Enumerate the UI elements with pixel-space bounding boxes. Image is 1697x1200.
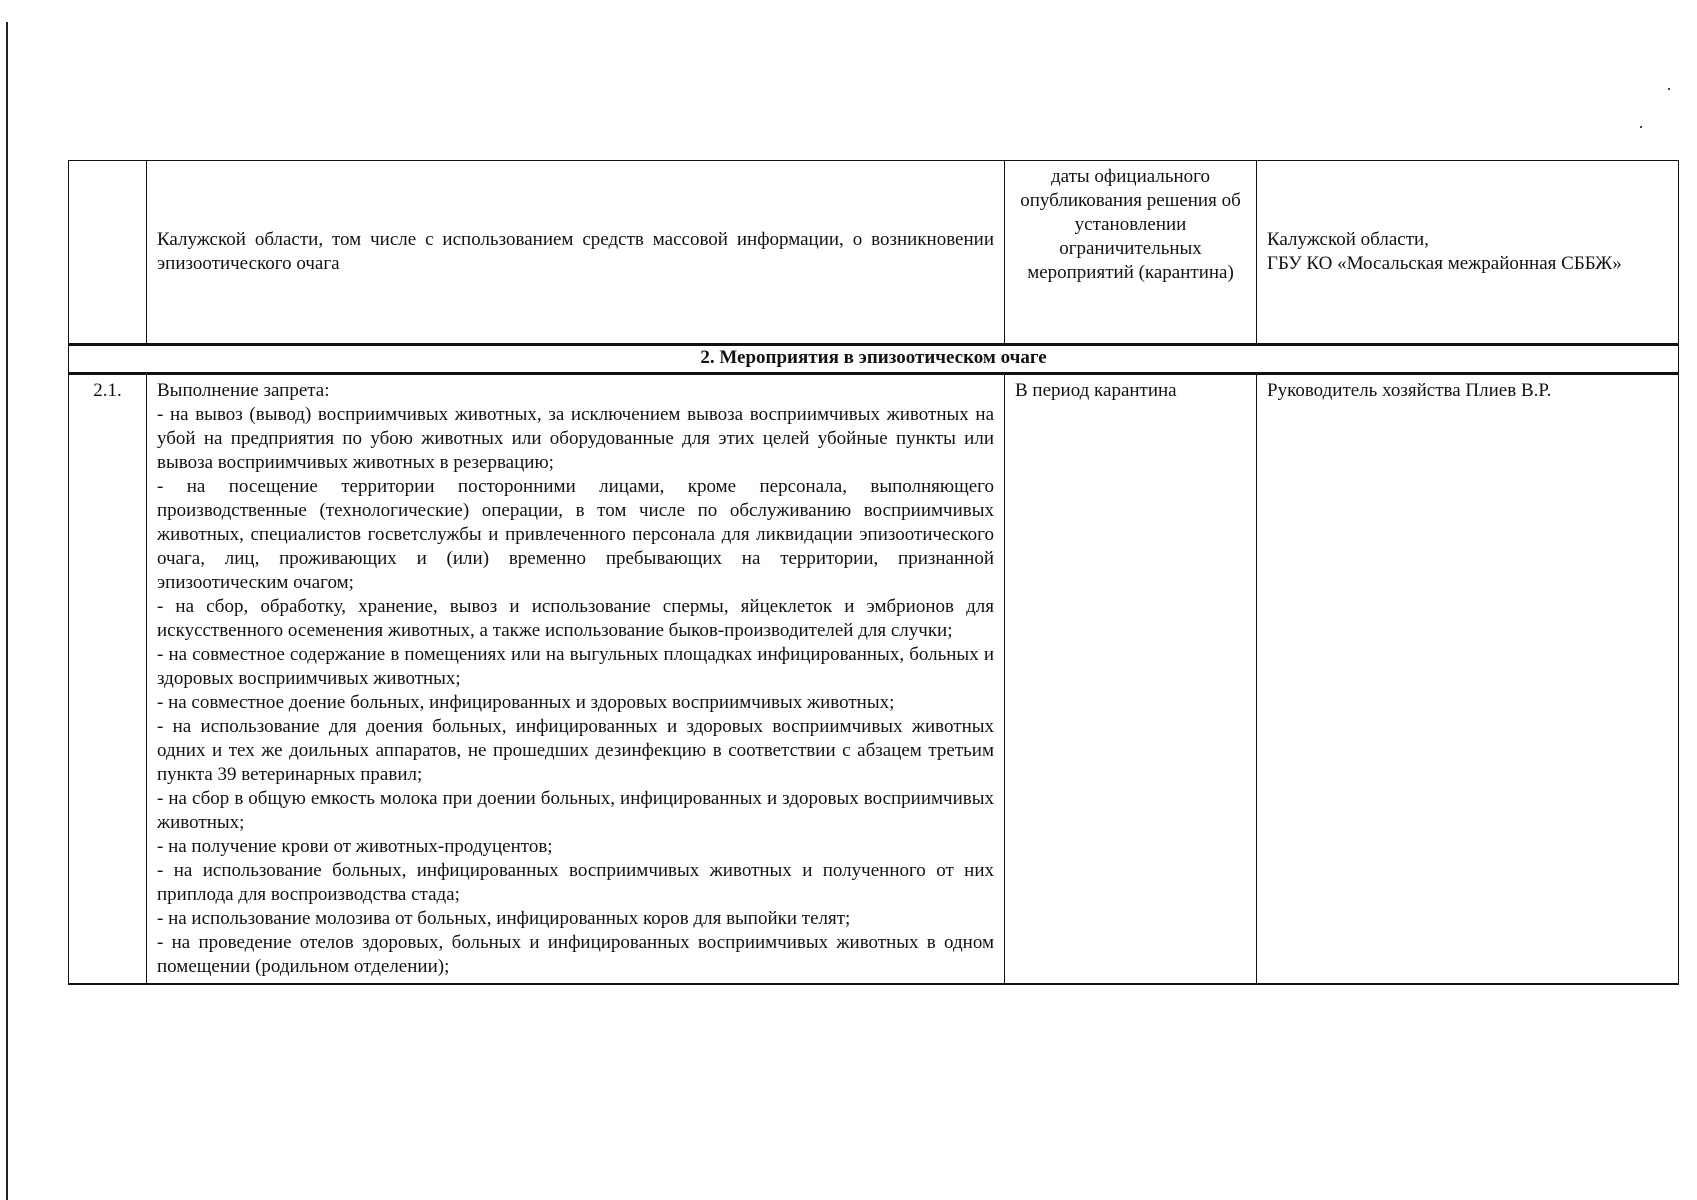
list-item: - на совместное содержание в помещениях или на выгульных площадках инфицированных, больных и здоровых восприимчивых животных; [157,644,994,689]
measure-cell [147,374,1005,985]
responsible-line: Калужской области, [1267,229,1429,250]
list-item: - на вывоз (вывод) восприимчивых животных, за исключением вывоза восприимчивых животных на убой на предприятия по убою животных или оборудованные для этих целей убойные пункты или вывоза восприимчивых животных в резервацию; [157,404,994,473]
list-item: - на использование для доения больных, инфицированных и здоровых восприимчивых животных одних и тех же доильных аппаратов, не прошедших дезинфекцию в соответствии с абзацем третьим пункта 39 ветеринарных правил; [157,716,994,785]
section-title: 2. Мероприятия в эпизоотическом очаге [69,345,1679,374]
list-item: - на посещение территории посторонними лицами, кроме персонала, выполняющего производственные (технологические) операции, в том числе по обслуживанию восприимчивых животных, специалистов госветслужбы и привлеченного персонала для ликвидации эпизоотического очага, лиц, проживающих и (или) временно пребывающих на территории, признанной эпизоотическим очагом; [157,476,994,593]
table-row [69,374,1679,985]
scan-speck [1668,88,1670,90]
scan-speck [1640,126,1642,128]
measure-intro: Выполнение запрета: [157,380,330,401]
measure-cell: Калужской области, том числе с использованием средств массовой информации, о возникновении эпизоотического очага [147,161,1005,345]
responsible-cell: Руководитель хозяйства Плиев В.Р. [1257,374,1679,985]
list-item: - на сбор в общую емкость молока при доении больных, инфицированных и здоровых восприимчивых животных; [157,788,994,833]
responsible-cell [1257,161,1679,345]
list-item: - на получение крови от животных-продуцентов; [157,836,553,857]
row-number: 2.1. [69,374,147,985]
table-row [69,161,1679,345]
left-margin-line [6,22,8,1200]
list-item: - на проведение отелов здоровых, больных и инфицированных восприимчивых животных в одном помещении (родильном отделении); [157,932,994,977]
list-item: - на совместное доение больных, инфицированных и здоровых восприимчивых животных; [157,692,895,713]
list-item: - на использование молозива от больных, инфицированных коров для выпойки телят; [157,908,851,929]
section-heading-row [69,345,1679,374]
row-number-cell [69,161,147,345]
list-item: - на использование больных, инфицированных восприимчивых животных и полученного от них приплода для воспроизводства стада; [157,860,994,905]
responsible-line: ГБУ КО «Мосальская межрайонная СББЖ» [1267,253,1622,274]
list-item: - на сбор, обработку, хранение, вывоз и использование спермы, яйцеклеток и эмбрионов для искусственного осеменения животных, а также использование быков-производителей для случки; [157,596,994,641]
measures-table [68,160,1679,985]
deadline-cell: В период карантина [1005,374,1257,985]
deadline-cell: даты официального опубликования решения об установлении ограничительных мероприятий (карантина) [1005,161,1257,345]
